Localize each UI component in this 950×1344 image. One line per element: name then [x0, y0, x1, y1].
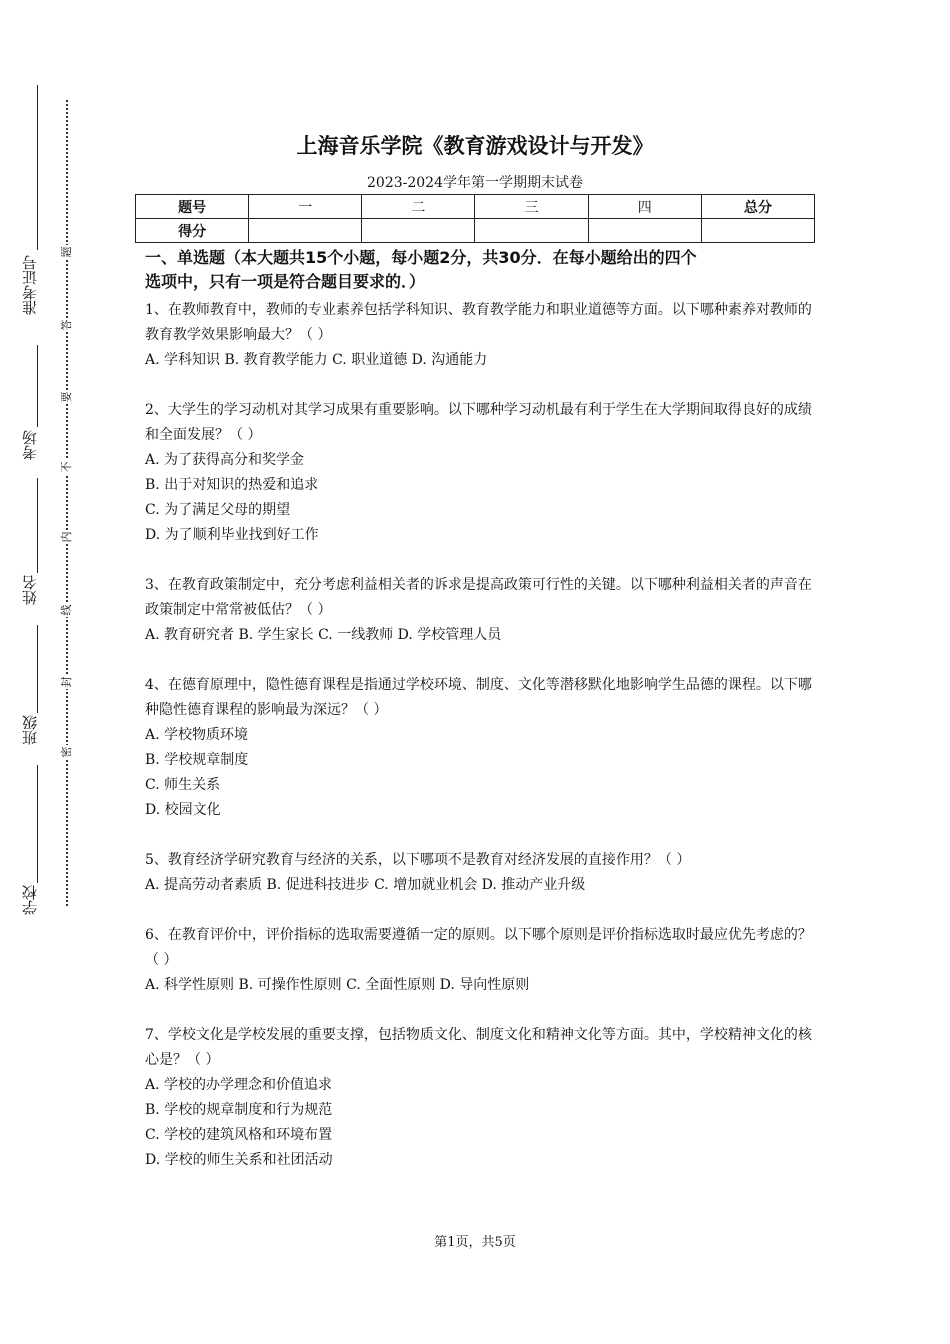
question-stem: 4、在德育原理中，隐性德育课程是指通过学校环境、制度、文化等潜移默化地影响学生品德的课程。以下哪种隐性德育课程的影响最为深远？（ ）: [145, 677, 812, 718]
option-c: C. 为了满足父母的期望: [145, 502, 291, 518]
question-stem: 5、教育经济学研究教育与经济的关系，以下哪项不是教育对经济发展的直接作用？（ ）: [145, 852, 691, 868]
question-stem: 3、在教育政策制定中，充分考虑利益相关者的诉求是提高政策可行性的关键。以下哪种利益相关者的声音在政策制定中常常被低估？（ ）: [145, 577, 812, 618]
page-footer: 第1页，共5页: [434, 1235, 516, 1250]
score-cell[interactable]: [362, 219, 475, 243]
score-table: [135, 194, 815, 243]
option-a: A. 学校的办学理念和价值追求: [145, 1077, 333, 1093]
score-table-header-row: [136, 195, 815, 219]
question-4: [145, 673, 813, 823]
option-b: B. 学校的规章制度和行为规范: [145, 1102, 333, 1118]
option-c: C. 学校的建筑风格和环境布置: [145, 1127, 333, 1143]
seal-char: 答: [60, 319, 73, 331]
seal-char: 密: [60, 746, 73, 758]
option-a: A. 为了获得高分和奖学金: [145, 452, 305, 468]
score-table-score-row: [136, 219, 815, 243]
name-label: 姓名: [21, 575, 39, 605]
class-underline: [37, 625, 38, 713]
question-stem: 7、学校文化是学校发展的重要支撑，包括物质文化、制度文化和精神文化等方面。其中，学校精神文化的核心是？（ ）: [145, 1027, 812, 1068]
question-options: A. 学科知识 B. 教育教学能力 C. 职业道德 D. 沟通能力: [145, 352, 488, 368]
question-stem: 1、在教师教育中，教师的专业素养包括学科知识、教育教学能力和职业道德等方面。以下哪种素养对教师的教育教学效果影响最大？（ ）: [145, 302, 812, 343]
name-underline: [37, 478, 38, 573]
score-header-cell: 总分: [701, 195, 814, 219]
question-stem: 6、在教育评价中，评价指标的选取需要遵循一定的原则。以下哪个原则是评价指标选取时最应优先考虑的？（ ）: [145, 927, 812, 968]
score-row-label: 得分: [136, 219, 249, 243]
score-header-cell: 二: [362, 195, 475, 219]
question-5: [145, 848, 813, 898]
section-heading: [145, 246, 813, 294]
seal-char: 题: [60, 246, 73, 258]
seal-char: 要: [60, 391, 73, 403]
exam-id-label: 准考证号: [21, 255, 39, 315]
score-cell[interactable]: [249, 219, 362, 243]
exam-content: [145, 246, 813, 1173]
question-options: A. 教育研究者 B. 学生家长 C. 一线教师 D. 学校管理人员: [145, 627, 502, 643]
option-b: B. 学校规章制度: [145, 752, 249, 768]
school-label: 学校: [21, 885, 39, 915]
question-3: [145, 573, 813, 648]
seal-char: 不: [60, 461, 73, 473]
exam-id-underline: [37, 85, 38, 250]
option-a: A. 学校物质环境: [145, 727, 249, 743]
question-6: [145, 923, 813, 998]
question-7: [145, 1023, 813, 1173]
score-header-cell: 四: [588, 195, 701, 219]
seal-char: 线: [60, 604, 73, 616]
score-header-cell: 一: [249, 195, 362, 219]
seal-char: 内: [60, 531, 73, 543]
score-cell[interactable]: [588, 219, 701, 243]
question-1: [145, 298, 813, 373]
exam-title: 上海音乐学院《教育游戏设计与开发》: [296, 134, 654, 158]
score-header-cell: 三: [475, 195, 588, 219]
question-stem: 2、大学生的学习动机对其学习成果有重要影响。以下哪种学习动机最有利于学生在大学期间取得良好的成绩和全面发展？（ ）: [145, 402, 812, 443]
score-cell[interactable]: [701, 219, 814, 243]
exam-room-label: 考场: [21, 430, 39, 460]
section-heading-line: 选项中，只有一项是符合题目要求的．）: [145, 272, 426, 291]
option-d: D. 为了顺利毕业找到好工作: [145, 527, 319, 543]
section-heading-line: 一、单选题（本大题共15个小题，每小题2分，共30分．在每小题给出的四个: [145, 248, 697, 267]
class-label: 班级: [21, 715, 39, 745]
seal-char: 封: [60, 676, 73, 688]
seal-dotted-line: [66, 100, 68, 906]
exam-room-underline: [37, 345, 38, 427]
option-d: D. 学校的师生关系和社团活动: [145, 1152, 333, 1168]
question-options: A. 科学性原则 B. 可操作性原则 C. 全面性原则 D. 导向性原则: [145, 977, 530, 993]
option-b: B. 出于对知识的热爱和追求: [145, 477, 319, 493]
score-cell[interactable]: [475, 219, 588, 243]
option-c: C. 师生关系: [145, 777, 221, 793]
option-d: D. 校园文化: [145, 802, 221, 818]
question-options: A. 提高劳动者素质 B. 促进科技进步 C. 增加就业机会 D. 推动产业升级: [145, 877, 586, 893]
exam-subtitle: 2023-2024学年第一学期期末试卷: [367, 175, 583, 191]
school-underline: [37, 765, 38, 883]
score-header-cell: 题号: [136, 195, 249, 219]
question-2: [145, 398, 813, 548]
